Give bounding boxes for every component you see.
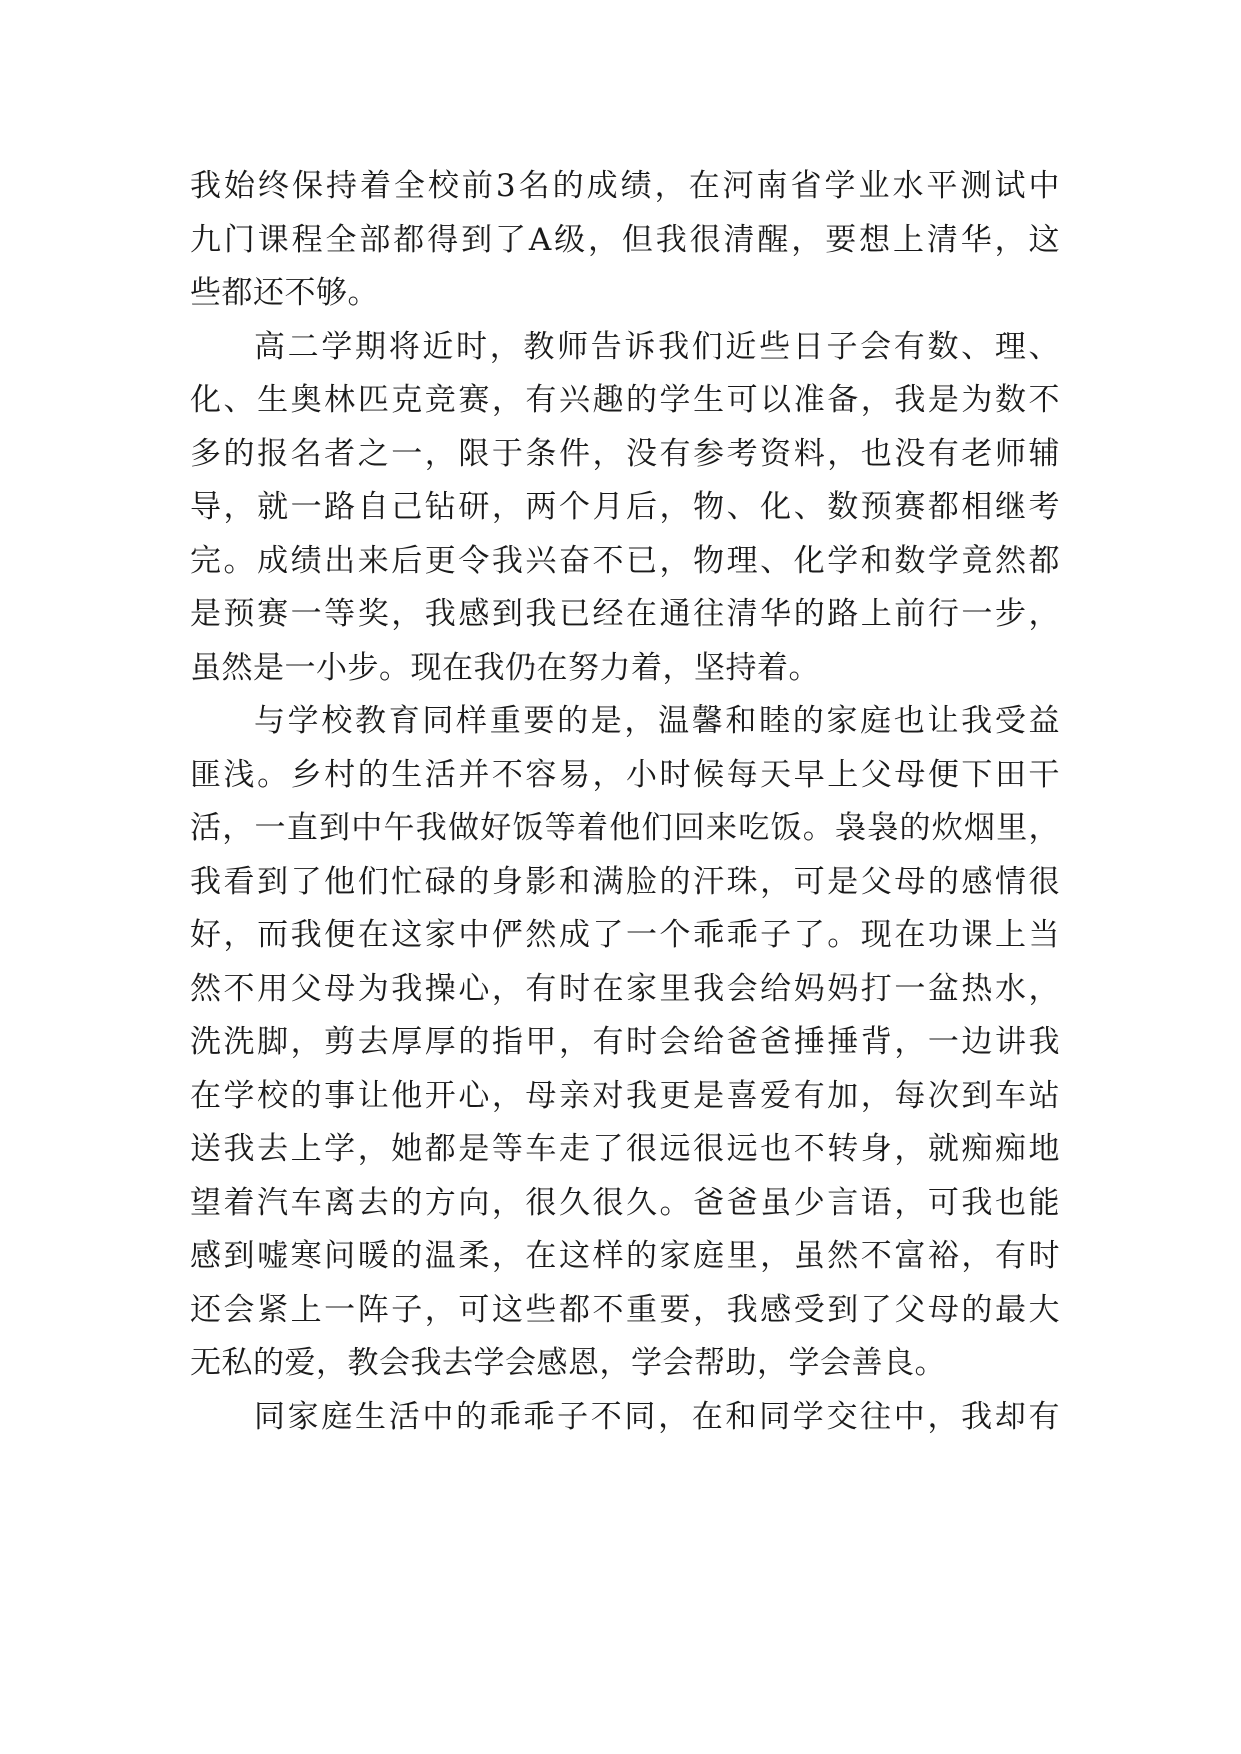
paragraph-3-line-6: 然不用父母为我操心，有时在家里我会给妈妈打一盆热水， [190,970,1060,1007]
paragraph-1-line-1: 我始终保持着全校前3名的成绩，在河南省学业水平测试中 [190,168,1060,204]
paragraph-2-line-2: 化、生奥林匹克竞赛，有兴趣的学生可以准备，我是为数不 [190,382,1060,418]
paragraph-1-line-2: 九门课程全部都得到了A级，但我很清醒，要想上清华，这 [190,221,1060,258]
paragraph-3-line-7: 洗洗脚，剪去厚厚的指甲，有时会给爸爸捶捶背，一边讲我 [190,1024,1060,1060]
paragraph-3-line-3: 活，一直到中午我做好饭等着他们回来吃饭。袅袅的炊烟里， [190,810,1060,846]
paragraph-2-line-1: 高二学期将近时，教师告诉我们近些日子会有数、理、 [254,328,1060,365]
paragraph-2-line-5: 完。成绩出来后更令我兴奋不已，物理、化学和数学竟然都 [190,542,1060,579]
paragraph-2-line-4: 导，就一路自己钻研，两个月后，物、化、数预赛都相继考 [190,489,1060,525]
paragraph-3-line-1: 与学校教育同样重要的是，温馨和睦的家庭也让我受益 [254,703,1060,739]
paragraph-1-line-3: 些都还不够。 [190,275,379,311]
paragraph-3-line-4: 我看到了他们忙碌的身影和满脸的汗珠，可是父母的感情很 [190,863,1060,900]
paragraph-2-line-3: 多的报名者之一，限于条件，没有参考资料，也没有老师辅 [190,435,1060,472]
paragraph-3-line-2: 匪浅。乡村的生活并不容易，小时候每天早上父母便下田干 [190,756,1060,793]
paragraph-3-line-11: 感到嘘寒问暖的温柔，在这样的家庭里，虽然不富裕，有时 [190,1238,1060,1274]
paragraph-3-line-5: 好，而我便在这家中俨然成了一个乖乖子了。现在功课上当 [190,917,1060,953]
paragraph-3-line-12: 还会紧上一阵子，可这些都不重要，我感受到了父母的最大 [190,1291,1060,1328]
paragraph-3-line-10: 望着汽车离去的方向，很久很久。爸爸虽少言语，可我也能 [190,1184,1060,1221]
paragraph-2-line-6: 是预赛一等奖，我感到我已经在通往清华的路上前行一步， [190,596,1060,632]
paragraph-2-line-7: 虽然是一小步。现在我仍在努力着，坚持着。 [190,649,820,686]
body-text [190,160,1060,1444]
paragraph-3-line-9: 送我去上学，她都是等车走了很远很远也不转身，就痴痴地 [190,1131,1060,1167]
paragraph-4-line-1: 同家庭生活中的乖乖子不同，在和同学交往中，我却有 [254,1398,1060,1435]
paragraph-3-line-8: 在学校的事让他开心，母亲对我更是喜爱有加，每次到车站 [190,1077,1060,1114]
paragraph-3-line-13: 无私的爱，教会我去学会感恩，学会帮助，学会善良。 [190,1345,946,1381]
